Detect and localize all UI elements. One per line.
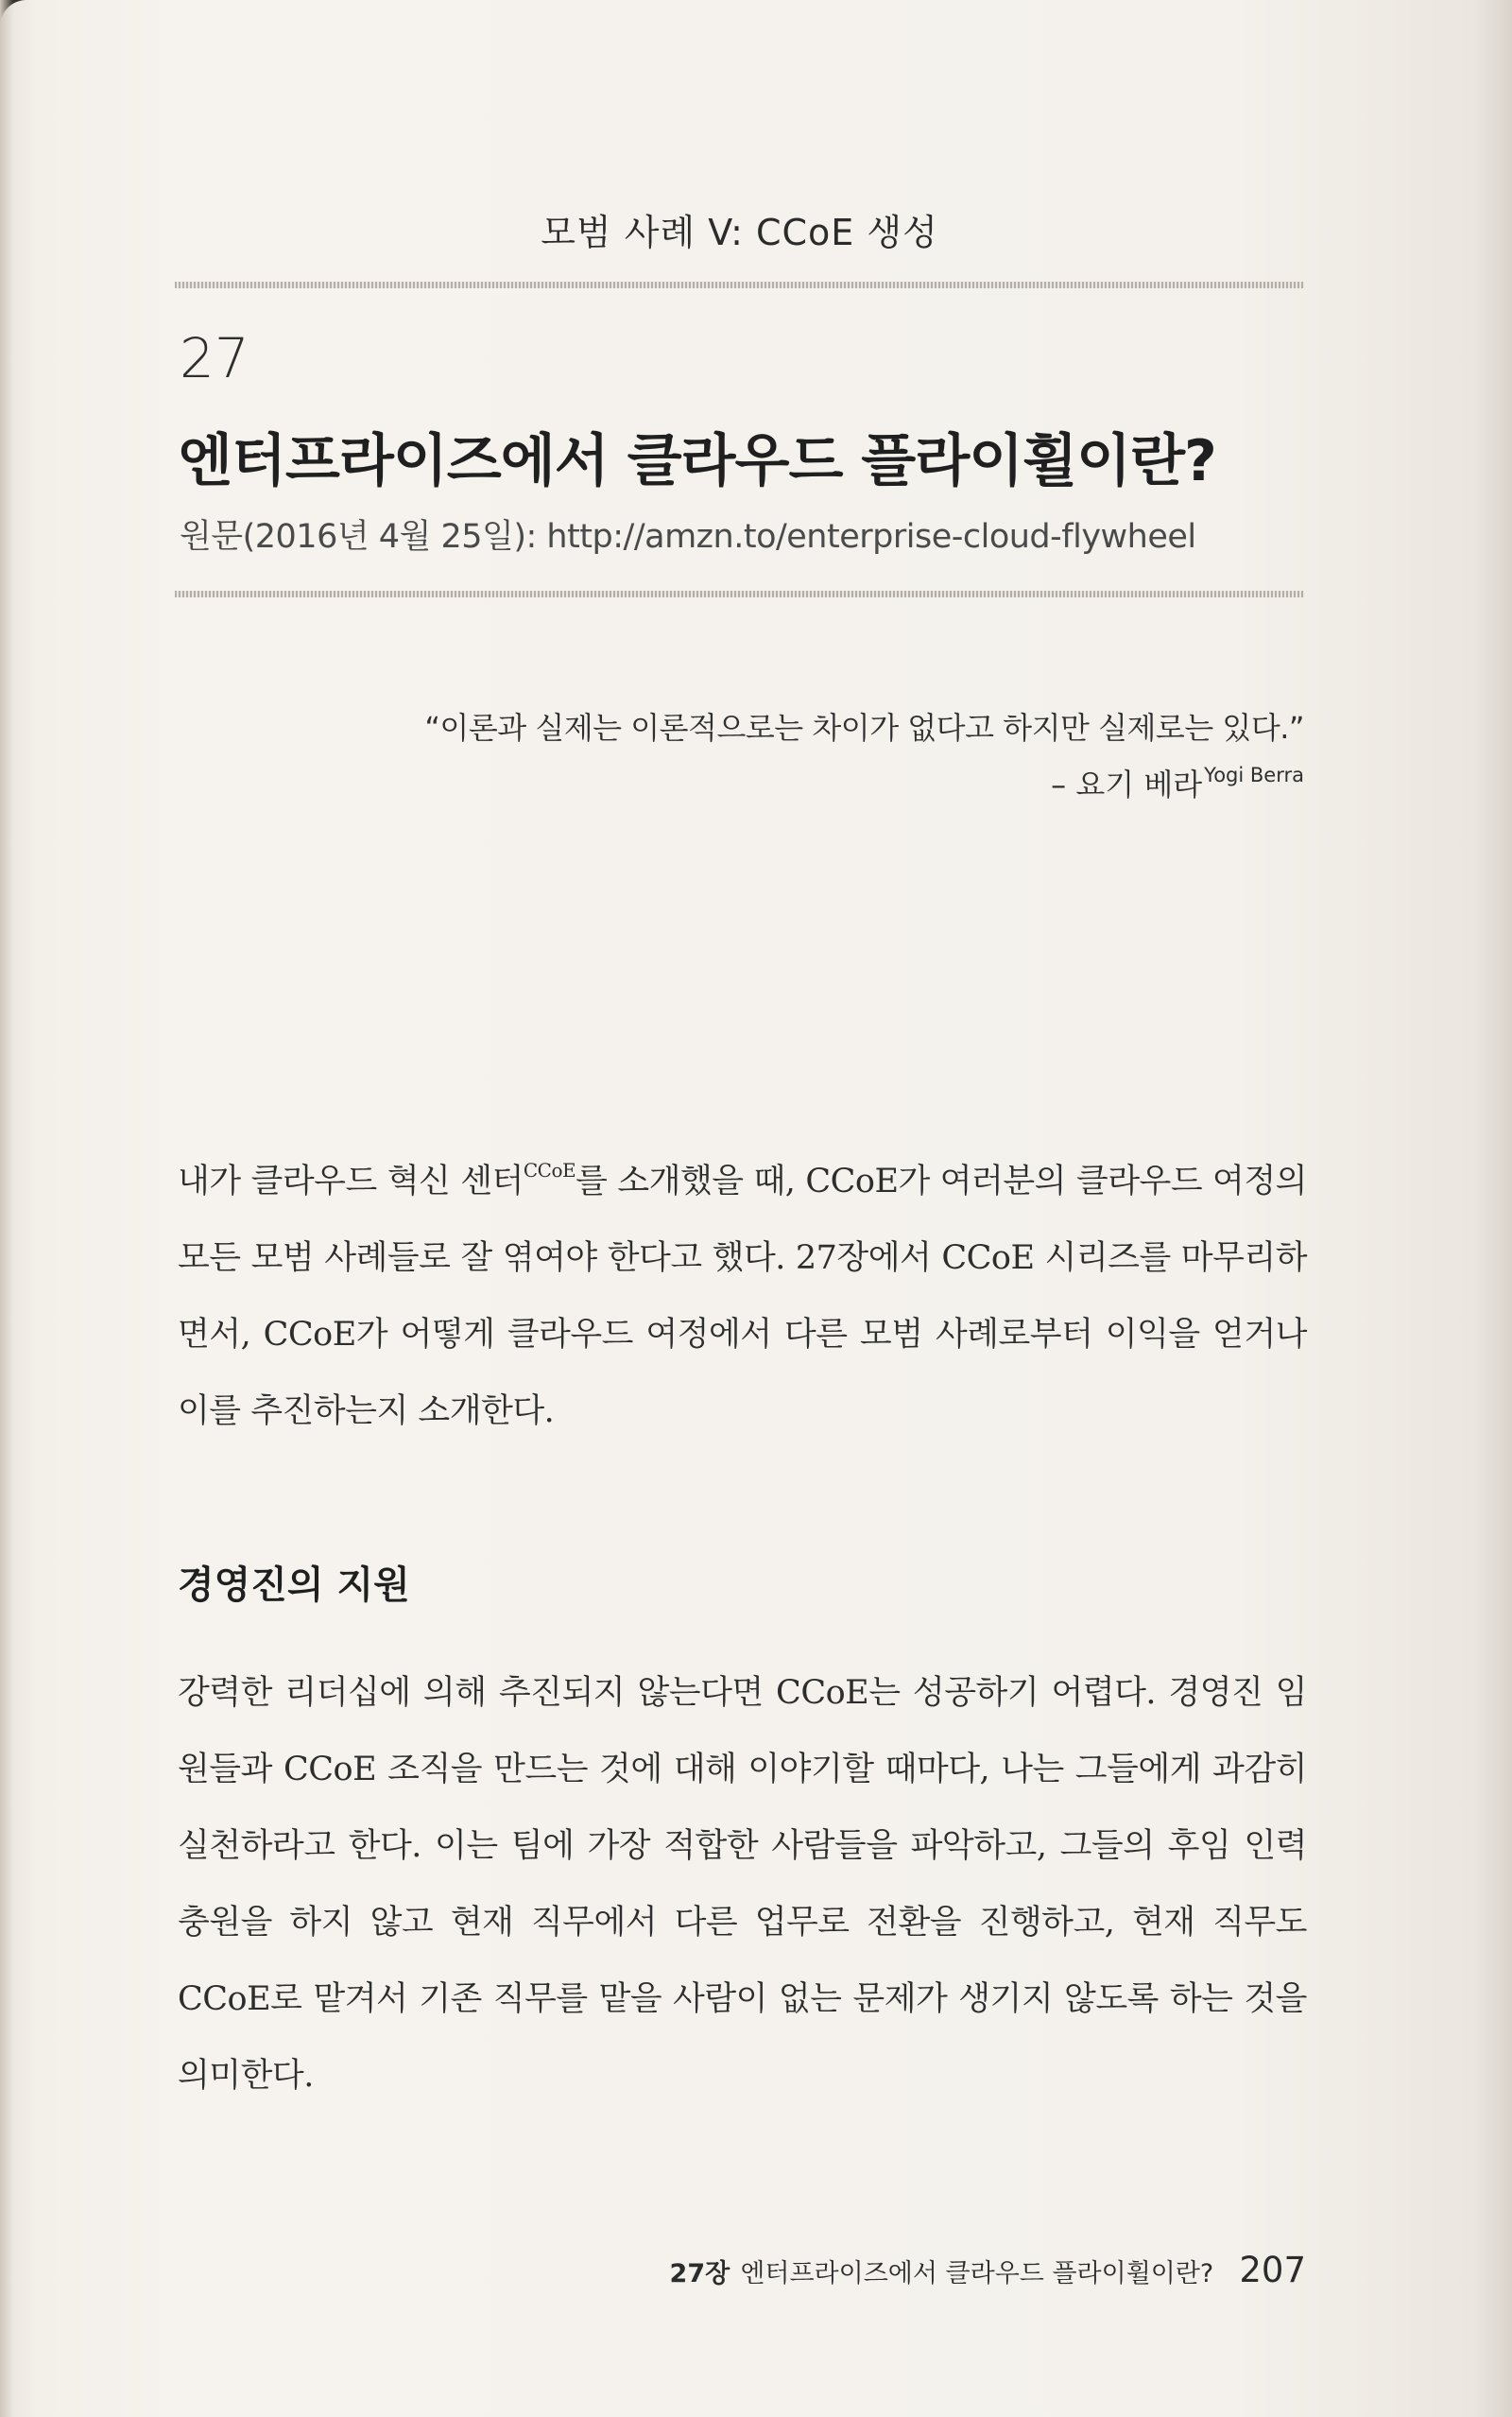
intro-superscript: CCoE (523, 1159, 576, 1182)
epigraph-author-original: Yogi Berra (1204, 764, 1304, 786)
running-header: 모범 사례 V: CCoE 생성 (541, 212, 938, 253)
bottom-rule (175, 591, 1304, 597)
source-line: 원문(2016년 4월 25일): http://amzn.to/enterprise-cloud-flywheel (180, 518, 1196, 556)
section-paragraph: 강력한 리더십에 의해 추진되지 않는다면 CCoE는 성공하기 어렵다. 경영진 임원들과 CCoE 조직을 만드는 것에 대해 이야기할 때마다, 나는 그들에게 과감히 실천하라고 한다. 이는 팀에 가장 적합한 사람들을 파악하고, 그들의 후임 인력 충원을 하지 않고 현재 직무에서 다른 업무로 전환을 진행하고, 현재 직무도 CCoE로 맡겨서 기존 직무를 맡을 사람이 없는 문제가 생기지 않도록 하는 것을 의미한다. (178, 1674, 1307, 2095)
chapter-title: 엔터프라이즈에서 클라우드 플라이휠이란? (178, 428, 1216, 494)
section-heading: 경영진의 지원 (178, 1563, 410, 1607)
footer-chapter-label: 27장 (669, 2259, 730, 2288)
epigraph (424, 704, 1304, 804)
spine-shadow (0, 0, 13, 2417)
epigraph-attribution (424, 761, 1304, 804)
intro-paragraph (178, 1132, 1307, 1450)
epigraph-quote: “이론과 실제는 이론적으로는 차이가 없다고 하지만 실제로는 있다.” (424, 710, 1304, 746)
intro-text-2: 를 소개했을 때, CCoE가 여러분의 클라우드 여정의 모든 모범 사례들로 잘 엮여야 한다고 했다. 27장에서 CCoE 시리즈를 마무리하면서, CCoE가 어떻게 클라우드 여정에서 다른 모범 사례로부터 이익을 얻거나 이를 추진하는지 소개한다. (178, 1163, 1307, 1430)
intro-text-1: 내가 클라우드 혁신 센터 (178, 1163, 524, 1200)
page-number: 207 (1239, 2250, 1306, 2290)
footer-chapter-title: 엔터프라이즈에서 클라우드 플라이휠이란? (740, 2259, 1214, 2288)
chapter-number: 27 (180, 326, 249, 390)
epigraph-author: – 요기 베라 (1051, 767, 1203, 803)
top-rule (175, 282, 1304, 288)
page-footer (670, 2250, 1306, 2290)
